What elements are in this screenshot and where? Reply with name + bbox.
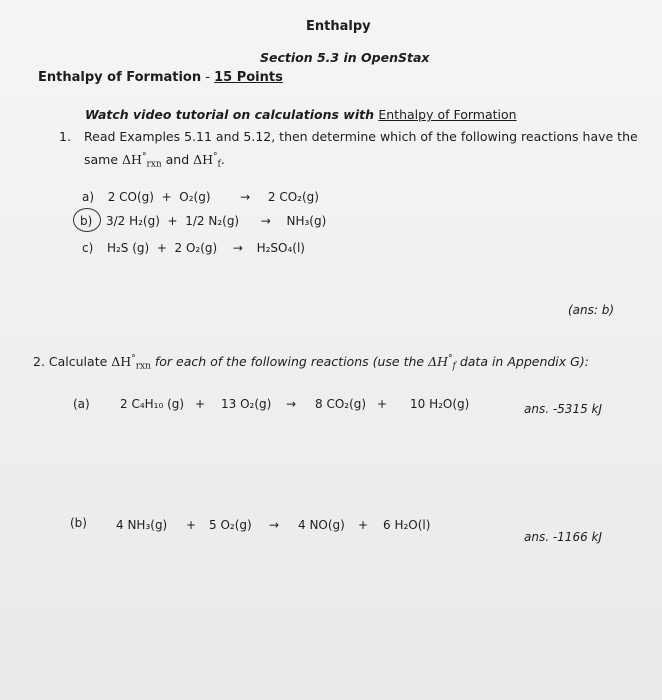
option-label: b)	[80, 214, 93, 228]
q2b-product2: 6 H₂O(l)	[383, 518, 431, 532]
q2a-reactant1: 2 C₄H₁₀ (g)	[120, 397, 185, 411]
q2b-product1: 4 NO(g)	[298, 518, 345, 532]
arrow-icon: →	[232, 241, 243, 255]
arrow-icon: →	[240, 190, 251, 204]
q1-option-b	[80, 214, 326, 228]
q1-answer: (ans: b)	[568, 303, 615, 317]
option-products: H₂SO₄(l)	[256, 241, 305, 255]
q2-text-post: data in Appendix G):	[455, 354, 589, 369]
tutorial-link[interactable]: Enthalpy of Formation	[378, 107, 517, 122]
option-products: 2 CO₂(g)	[267, 190, 319, 204]
q2-rxn-symbol: $\Delta H^\circ_{rxn}$	[111, 353, 151, 372]
arrow-icon: →	[269, 518, 280, 532]
option-products: NH₃(g)	[286, 214, 327, 228]
q2b-plus1: +	[186, 518, 197, 532]
q1-and: and	[161, 152, 194, 167]
instruction-line	[85, 107, 517, 122]
q2b-plus2: +	[358, 518, 369, 532]
section-points-separator: -	[201, 70, 215, 85]
q2a-label: (a)	[73, 397, 90, 411]
q2b-answer: ans. -1166 kJ	[524, 530, 603, 544]
arrow-icon: →	[260, 214, 271, 228]
q2a-plus1: +	[195, 397, 206, 411]
q2-text	[33, 353, 589, 372]
q2a-answer: ans. -5315 kJ	[524, 402, 603, 416]
section-heading	[38, 70, 283, 85]
q2-text-pre: 2. Calculate	[33, 354, 112, 369]
page-title: Enthalpy	[306, 19, 371, 34]
arrow-icon: →	[286, 397, 297, 411]
q2a-reactant2: 13 O₂(g)	[221, 397, 272, 411]
q2b-reactant1: 4 NH₃(g)	[116, 518, 168, 532]
option-reactants: 3/2 H₂(g) + 1/2 N₂(g)	[105, 214, 240, 228]
option-reactants: 2 CO(g) + O₂(g)	[107, 190, 211, 204]
q1-text-pre: same	[84, 152, 123, 167]
q1-number: 1.	[59, 129, 71, 144]
section-points: 15 Points	[214, 70, 283, 85]
q2-f-symbol: $\Delta H^\circ_f$	[428, 353, 456, 372]
q1-f-symbol: $\Delta H^\circ_f$.	[193, 151, 225, 170]
option-reactants: H₂S (g) + 2 O₂(g)	[106, 241, 218, 255]
option-label: a)	[82, 190, 95, 204]
q2a-plus2: +	[377, 397, 388, 411]
q2a-product2: 10 H₂O(g)	[410, 397, 470, 411]
q2b-reactant2: 5 O₂(g)	[209, 518, 252, 532]
q2b-label: (b)	[70, 516, 87, 530]
instruction-text: Watch video tutorial on calculations with	[85, 107, 379, 122]
section-heading-text: Enthalpy of Formation	[38, 70, 202, 85]
q2a-product1: 8 CO₂(g)	[315, 397, 367, 411]
option-label: c)	[82, 241, 94, 255]
q2-text-mid: for each of the following reactions (use the	[150, 354, 429, 369]
page-subtitle: Section 5.3 in OpenStax	[260, 50, 430, 65]
q1-text-line1: Read Examples 5.11 and 5.12, then determine which of the following reactions have the	[84, 129, 638, 144]
q1-rxn-symbol: $\Delta H^\circ_{rxn}$	[122, 151, 162, 170]
q1-text-line2	[84, 151, 225, 170]
q1-option-a	[82, 190, 319, 204]
q1-option-c	[82, 241, 305, 255]
